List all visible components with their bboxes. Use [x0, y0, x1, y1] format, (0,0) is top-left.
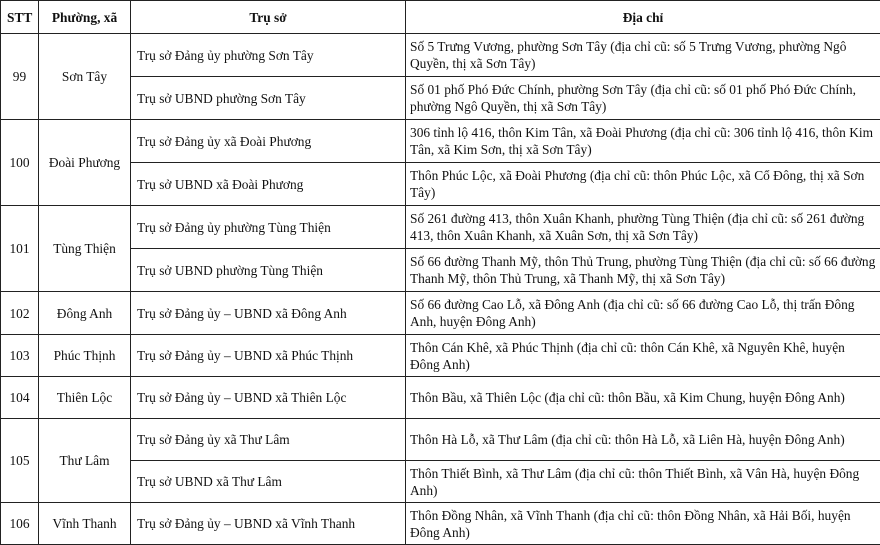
- office-cell: Trụ sở Đảng ủy xã Đoài Phương: [131, 120, 406, 163]
- office-cell: Trụ sở UBND phường Tùng Thiện: [131, 249, 406, 292]
- office-cell: Trụ sở UBND xã Thư Lâm: [131, 461, 406, 503]
- address-cell: Thôn Cán Khê, xã Phúc Thịnh (địa chỉ cũ: thôn Cán Khê, xã Nguyên Khê, huyện Đông Anh): [406, 335, 880, 377]
- address-cell: Số 5 Trưng Vương, phường Sơn Tây (địa chỉ cũ: số 5 Trưng Vương, phường Ngô Quyền, thị xã Sơn Tây): [406, 34, 880, 77]
- ward-cell: Tùng Thiện: [39, 206, 131, 292]
- table-row: [1, 249, 880, 292]
- table-row: [1, 77, 880, 120]
- address-cell: Thôn Hà Lỗ, xã Thư Lâm (địa chỉ cũ: thôn Hà Lỗ, xã Liên Hà, huyện Đông Anh): [406, 419, 880, 461]
- ward-cell: Thiên Lộc: [39, 377, 131, 419]
- address-cell: 306 tỉnh lộ 416, thôn Kim Tân, xã Đoài Phương (địa chỉ cũ: 306 tỉnh lộ 416, thôn Kim Tân, xã Kim Sơn, thị xã Sơn Tây): [406, 120, 880, 163]
- header-stt: STT: [1, 1, 39, 34]
- stt-cell: 101: [1, 206, 39, 292]
- address-cell: Số 261 đường 413, thôn Xuân Khanh, phường Tùng Thiện (địa chỉ cũ: số 261 đường 413, thôn Xuân Khanh, xã Xuân Sơn, thị xã Sơn Tây): [406, 206, 880, 249]
- table-row: [1, 120, 880, 163]
- office-cell: Trụ sở Đảng ủy – UBND xã Đông Anh: [131, 292, 406, 335]
- ward-cell: Thư Lâm: [39, 419, 131, 503]
- ward-cell: Phúc Thịnh: [39, 335, 131, 377]
- office-cell: Trụ sở Đảng ủy – UBND xã Phúc Thịnh: [131, 335, 406, 377]
- address-cell: Số 66 đường Thanh Mỹ, thôn Thủ Trung, phường Tùng Thiện (địa chỉ cũ: số 66 đường Thanh Mỹ, thôn Thủ Trung, xã Thanh Mỹ, thị xã Sơn Tây): [406, 249, 880, 292]
- office-cell: Trụ sở Đảng ủy phường Sơn Tây: [131, 34, 406, 77]
- table-row: [1, 503, 880, 545]
- address-cell: Thôn Đồng Nhân, xã Vĩnh Thanh (địa chỉ cũ: thôn Đồng Nhân, xã Hải Bối, huyện Đông Anh): [406, 503, 880, 545]
- office-cell: Trụ sở Đảng ủy xã Thư Lâm: [131, 419, 406, 461]
- office-cell: Trụ sở UBND xã Đoài Phương: [131, 163, 406, 206]
- table-row: [1, 335, 880, 377]
- stt-cell: 106: [1, 503, 39, 545]
- table-row: [1, 292, 880, 335]
- address-cell: Thôn Phúc Lộc, xã Đoài Phương (địa chỉ cũ: thôn Phúc Lộc, xã Cổ Đông, thị xã Sơn Tây): [406, 163, 880, 206]
- ward-cell: Đoài Phương: [39, 120, 131, 206]
- stt-cell: 103: [1, 335, 39, 377]
- address-cell: Thôn Bầu, xã Thiên Lộc (địa chỉ cũ: thôn Bầu, xã Kim Chung, huyện Đông Anh): [406, 377, 880, 419]
- table-row: [1, 206, 880, 249]
- table-row: [1, 419, 880, 461]
- address-cell: Thôn Thiết Bình, xã Thư Lâm (địa chỉ cũ: thôn Thiết Bình, xã Vân Hà, huyện Đông Anh): [406, 461, 880, 503]
- stt-cell: 104: [1, 377, 39, 419]
- office-cell: Trụ sở Đảng ủy – UBND xã Vĩnh Thanh: [131, 503, 406, 545]
- header-ward: Phường, xã: [39, 1, 131, 34]
- office-cell: Trụ sở UBND phường Sơn Tây: [131, 77, 406, 120]
- stt-cell: 99: [1, 34, 39, 120]
- header-address: Địa chỉ: [406, 1, 880, 34]
- office-cell: Trụ sở Đảng ủy – UBND xã Thiên Lộc: [131, 377, 406, 419]
- stt-cell: 102: [1, 292, 39, 335]
- address-cell: Số 66 đường Cao Lỗ, xã Đông Anh (địa chỉ cũ: số 66 đường Cao Lỗ, thị trấn Đông Anh, huyện Đông Anh): [406, 292, 880, 335]
- ward-cell: Sơn Tây: [39, 34, 131, 120]
- stt-cell: 100: [1, 120, 39, 206]
- table-row: [1, 34, 880, 77]
- ward-cell: Vĩnh Thanh: [39, 503, 131, 545]
- office-cell: Trụ sở Đảng ủy phường Tùng Thiện: [131, 206, 406, 249]
- table-row: [1, 377, 880, 419]
- table-row: [1, 163, 880, 206]
- header-office: Trụ sở: [131, 1, 406, 34]
- header-row: [1, 1, 880, 34]
- address-cell: Số 01 phố Phó Đức Chính, phường Sơn Tây (địa chỉ cũ: số 01 phố Phó Đức Chính, phường Ngô Quyền, thị xã Sơn Tây): [406, 77, 880, 120]
- stt-cell: 105: [1, 419, 39, 503]
- table-row: [1, 461, 880, 503]
- ward-cell: Đông Anh: [39, 292, 131, 335]
